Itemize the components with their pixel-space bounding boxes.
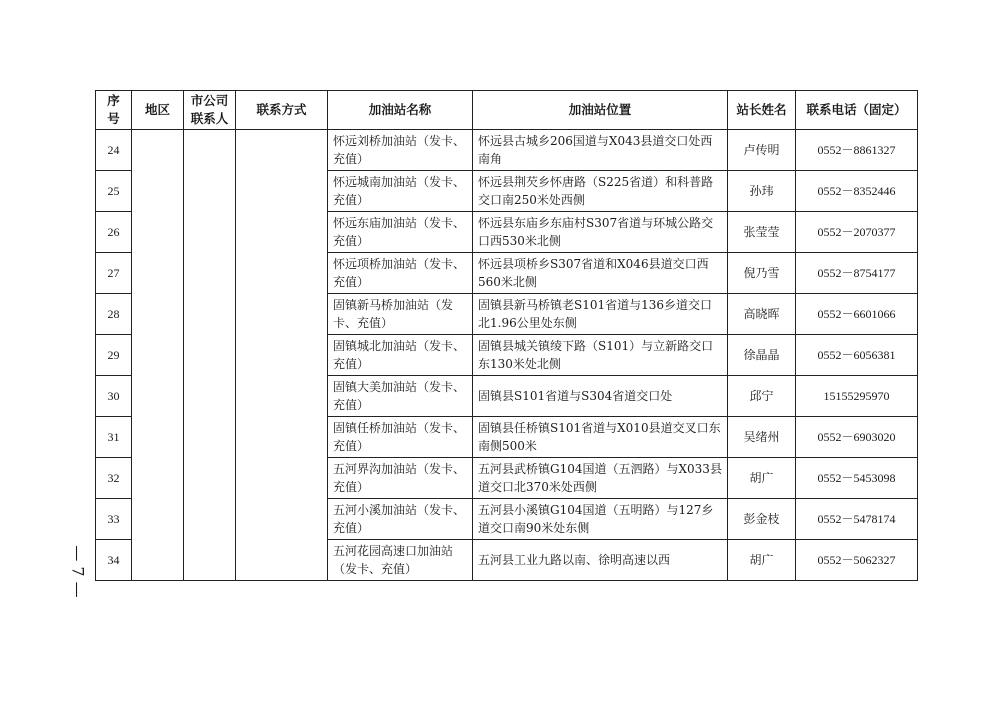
manager-name: 张莹莹 xyxy=(728,212,796,253)
phone-number: 0552－5453098 xyxy=(796,458,918,499)
page-number-text: — 7 — xyxy=(68,544,88,598)
phone-number: 0552－5478174 xyxy=(796,499,918,540)
manager-name: 高晓晖 xyxy=(728,294,796,335)
station-location: 怀远县东庙乡东庙村S307省道与环城公路交口西530米北侧 xyxy=(473,212,728,253)
phone-number: 0552－6903020 xyxy=(796,417,918,458)
header-seq-line1: 序 xyxy=(107,93,120,108)
header-contact-line1: 市公司 xyxy=(190,93,229,108)
header-seq-line2: 号 xyxy=(107,111,120,126)
row-number: 25 xyxy=(96,171,132,212)
row-number: 28 xyxy=(96,294,132,335)
station-location: 五河县武桥镇G104国道（五泗路）与X033县道交口北370米处西侧 xyxy=(473,458,728,499)
station-location: 五河县工业九路以南、徐明高速以西 xyxy=(473,540,728,581)
phone-number: 0552－6601066 xyxy=(796,294,918,335)
row-number: 34 xyxy=(96,540,132,581)
phone-number: 0552－5062327 xyxy=(796,540,918,581)
station-location: 怀远县项桥乡S307省道和X046县道交口西560米北侧 xyxy=(473,253,728,294)
header-contact-line2: 联系人 xyxy=(190,111,229,126)
manager-name: 胡广 xyxy=(728,458,796,499)
station-name: 怀远项桥加油站（发卡、充值） xyxy=(328,253,473,294)
header-contact-method: 联系方式 xyxy=(236,91,328,130)
station-name: 五河界沟加油站（发卡、充值） xyxy=(328,458,473,499)
header-region: 地区 xyxy=(132,91,184,130)
region-cell xyxy=(132,130,184,581)
manager-name: 胡广 xyxy=(728,540,796,581)
station-location: 固镇县任桥镇S101省道与X010县道交叉口东南侧500米 xyxy=(473,417,728,458)
header-manager-name: 站长姓名 xyxy=(728,91,796,130)
phone-number: 0552－2070377 xyxy=(796,212,918,253)
station-name: 固镇新马桥加油站（发卡、充值） xyxy=(328,294,473,335)
phone-number: 0552－8754177 xyxy=(796,253,918,294)
manager-name: 孙玮 xyxy=(728,171,796,212)
header-contact-person xyxy=(184,91,236,130)
station-location: 固镇县新马桥镇老S101省道与136乡道交口北1.96公里处东侧 xyxy=(473,294,728,335)
contact-person-cell xyxy=(184,130,236,581)
manager-name: 徐晶晶 xyxy=(728,335,796,376)
manager-name: 彭金枝 xyxy=(728,499,796,540)
station-name: 固镇城北加油站（发卡、充值） xyxy=(328,335,473,376)
station-location: 固镇县S101省道与S304省道交口处 xyxy=(473,376,728,417)
contact-method-cell xyxy=(236,130,328,581)
station-location: 怀远县古城乡206国道与X043县道交口处西南角 xyxy=(473,130,728,171)
row-number: 26 xyxy=(96,212,132,253)
station-name: 五河花园高速口加油站（发卡、充值） xyxy=(328,540,473,581)
manager-name: 邱宁 xyxy=(728,376,796,417)
row-number: 27 xyxy=(96,253,132,294)
header-seq xyxy=(96,91,132,130)
station-location: 怀远县荆芡乡怀唐路（S225省道）和科普路交口南250米处西侧 xyxy=(473,171,728,212)
phone-number: 0552－8861327 xyxy=(796,130,918,171)
row-number: 33 xyxy=(96,499,132,540)
station-name: 固镇任桥加油站（发卡、充值） xyxy=(328,417,473,458)
row-number: 32 xyxy=(96,458,132,499)
row-number: 24 xyxy=(96,130,132,171)
header-station-name: 加油站名称 xyxy=(328,91,473,130)
header-station-location: 加油站位置 xyxy=(473,91,728,130)
station-name: 怀远刘桥加油站（发卡、充值） xyxy=(328,130,473,171)
station-name: 五河小溪加油站（发卡、充值） xyxy=(328,499,473,540)
station-name: 怀远城南加油站（发卡、充值） xyxy=(328,171,473,212)
manager-name: 倪乃雪 xyxy=(728,253,796,294)
phone-number: 15155295970 xyxy=(796,376,918,417)
station-name: 固镇大美加油站（发卡、充值） xyxy=(328,376,473,417)
station-location: 固镇县城关镇绫下路（S101）与立新路交口东130米处北侧 xyxy=(473,335,728,376)
phone-number: 0552－8352446 xyxy=(796,171,918,212)
page-number xyxy=(64,539,92,603)
row-number: 30 xyxy=(96,376,132,417)
table-row xyxy=(96,130,918,171)
row-number: 31 xyxy=(96,417,132,458)
header-row xyxy=(96,91,918,130)
manager-name: 吴绪州 xyxy=(728,417,796,458)
station-name: 怀远东庙加油站（发卡、充值） xyxy=(328,212,473,253)
phone-number: 0552－6056381 xyxy=(796,335,918,376)
station-table xyxy=(95,90,918,581)
station-location: 五河县小溪镇G104国道（五明路）与127乡道交口南90米处东侧 xyxy=(473,499,728,540)
header-phone: 联系电话（固定） xyxy=(796,91,918,130)
manager-name: 卢传明 xyxy=(728,130,796,171)
row-number: 29 xyxy=(96,335,132,376)
